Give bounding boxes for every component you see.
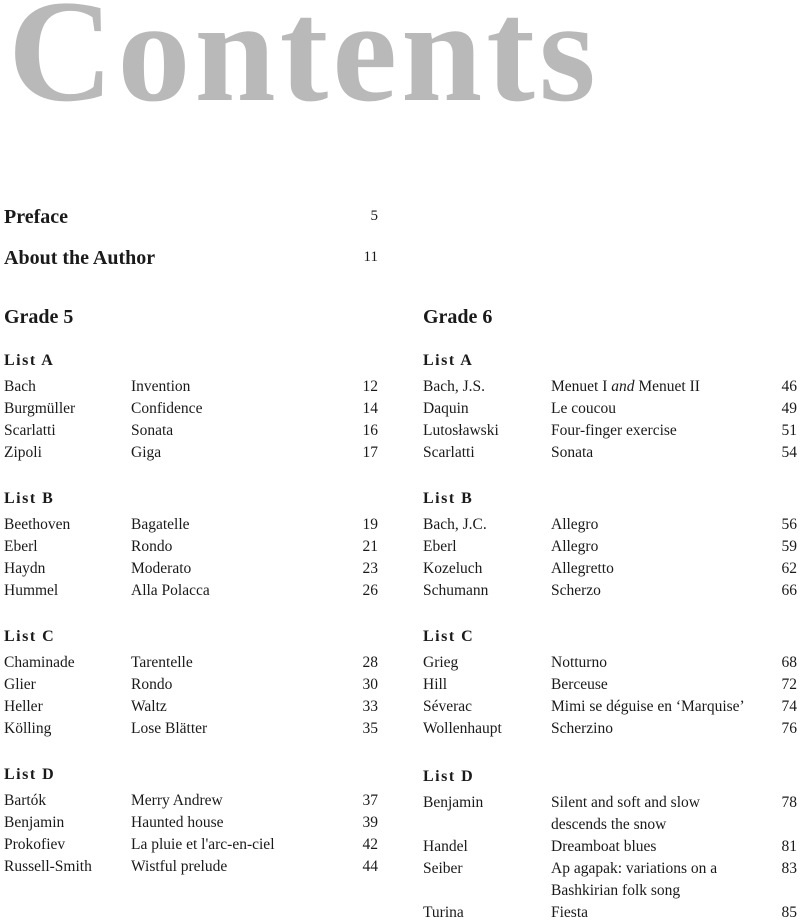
composer: Beethoven: [4, 516, 71, 533]
page-number: 83: [781, 860, 797, 877]
composer: Glier: [4, 676, 36, 693]
composer: Kozeluch: [423, 560, 483, 577]
piece-title: La pluie et l'arc-en-ciel: [131, 836, 275, 853]
page-number: 28: [362, 654, 378, 671]
entry-label: Preface: [4, 206, 69, 228]
piece-line: Bashkirian folk song: [551, 882, 681, 899]
piece-title: Rondo: [131, 676, 173, 693]
toc-entry-preface[interactable]: [4, 206, 378, 232]
page-number: 19: [362, 516, 378, 533]
piece-title: Dreamboat blues: [551, 838, 657, 855]
page-number: 30: [362, 676, 378, 693]
grade-title: Grade 5: [4, 306, 74, 328]
page-number: 16: [362, 422, 378, 439]
piece-title: [551, 858, 741, 902]
toc-entry-about-author[interactable]: [4, 247, 378, 273]
piece-title: [551, 376, 741, 398]
composer: Seiber: [423, 860, 463, 877]
page-number: 23: [362, 560, 378, 577]
page-number: 81: [781, 838, 797, 855]
composer: Scarlatti: [423, 444, 475, 461]
composer: Chaminade: [4, 654, 75, 671]
page-number: 14: [362, 400, 378, 417]
list-heading: List D: [4, 766, 56, 783]
composer: Zipoli: [4, 444, 42, 461]
piece-title: Berceuse: [551, 676, 608, 693]
composer: Russell-Smith: [4, 858, 92, 875]
composer: Prokofiev: [4, 836, 66, 853]
list-heading: List C: [423, 628, 475, 645]
page-number: 59: [781, 538, 797, 555]
piece-title: Giga: [131, 444, 162, 461]
piece-title: Wistful prelude: [131, 858, 228, 875]
page-number: 33: [362, 698, 378, 715]
page-number: 66: [781, 582, 797, 599]
page-title: Contents: [8, 0, 600, 132]
composer: Burgmüller: [4, 400, 76, 417]
list-heading: List B: [423, 490, 474, 507]
piece-title: [551, 792, 741, 836]
page-number: 35: [362, 720, 378, 737]
piece-title: Notturno: [551, 654, 607, 671]
list-heading: List B: [4, 490, 55, 507]
piece-line: Ap agapak: variations on a: [551, 860, 718, 877]
composer: Grieg: [423, 654, 459, 671]
page-number: 85: [781, 904, 797, 921]
page-number: 21: [362, 538, 378, 555]
composer: Daquin: [423, 400, 469, 417]
page-number: 12: [362, 378, 378, 395]
page-number: 62: [781, 560, 797, 577]
page-number: 44: [362, 858, 378, 875]
piece-title: Confidence: [131, 400, 203, 417]
page-number: 46: [781, 378, 797, 395]
piece-title: Merry Andrew: [131, 792, 223, 809]
piece-title: Allegro: [551, 538, 599, 555]
piece-title: Four-finger exercise: [551, 422, 677, 439]
list-heading: List A: [423, 352, 474, 369]
page-number: 39: [362, 814, 378, 831]
toc-row[interactable]: [423, 858, 797, 902]
piece-title: Rondo: [131, 538, 173, 555]
page-number: 54: [781, 444, 797, 461]
grade-title: Grade 6: [423, 306, 493, 328]
composer: Lutosławski: [423, 422, 499, 439]
piece-title: Bagatelle: [131, 516, 190, 533]
composer: Séverac: [423, 698, 473, 715]
entry-label: About the Author: [4, 247, 156, 269]
piece-line: Silent and soft and slow: [551, 794, 700, 811]
composer: Heller: [4, 698, 43, 715]
piece-title: Allegretto: [551, 560, 614, 577]
list-heading: List C: [4, 628, 56, 645]
piece-title: Fiesta: [551, 904, 589, 921]
piece-part: Menuet II: [634, 378, 700, 395]
entry-page: 5: [370, 208, 378, 224]
page-number: 78: [781, 794, 797, 811]
piece-title: Allegro: [551, 516, 599, 533]
page-number: 49: [781, 400, 797, 417]
composer: Bach: [4, 378, 36, 395]
list-heading: List A: [4, 352, 55, 369]
toc-row[interactable]: [423, 792, 797, 836]
list-heading: List D: [423, 768, 475, 785]
page-number: 74: [781, 698, 797, 715]
piece-title: Scherzo: [551, 582, 601, 599]
piece-title: Le coucou: [551, 400, 616, 417]
piece-title: Moderato: [131, 560, 192, 577]
page-number: 26: [362, 582, 378, 599]
page-number: 51: [781, 422, 797, 439]
composer: Benjamin: [4, 814, 65, 831]
composer: Benjamin: [423, 794, 484, 811]
composer: Schumann: [423, 582, 489, 599]
page-number: 17: [362, 444, 378, 461]
piece-part: Menuet I: [551, 378, 612, 395]
composer: Kölling: [4, 720, 52, 737]
page-number: 72: [781, 676, 797, 693]
composer: Bach, J.C.: [423, 516, 487, 533]
page-number: 76: [781, 720, 797, 737]
page-number: 37: [362, 792, 378, 809]
composer: Eberl: [4, 538, 38, 555]
piece-title: Sonata: [551, 444, 594, 461]
composer: Scarlatti: [4, 422, 56, 439]
composer: Wollenhaupt: [423, 720, 502, 737]
composer: Bartók: [4, 792, 47, 809]
piece-title: Haunted house: [131, 814, 224, 831]
composer: Handel: [423, 838, 468, 855]
piece-title: Invention: [131, 378, 191, 395]
piece-title: Alla Polacca: [131, 582, 210, 599]
composer: Eberl: [423, 538, 457, 555]
entry-page: 11: [363, 249, 378, 265]
page-number: 68: [781, 654, 797, 671]
piece-line: descends the snow: [551, 816, 667, 833]
piece-title: Tarentelle: [131, 654, 193, 671]
composer: Turina: [423, 904, 464, 921]
piece-title: Waltz: [131, 698, 167, 715]
page-number: 42: [362, 836, 378, 853]
piece-title: Scherzino: [551, 720, 613, 737]
composer: Hummel: [4, 582, 59, 599]
page-number: 56: [781, 516, 797, 533]
piece-part-italic: and: [611, 378, 635, 395]
composer: Haydn: [4, 560, 46, 577]
piece-title: Sonata: [131, 422, 174, 439]
composer: Bach, J.S.: [423, 378, 485, 395]
piece-title: Mimi se déguise en ‘Marquise’: [551, 698, 745, 715]
piece-title: Lose Blätter: [131, 720, 208, 737]
composer: Hill: [423, 676, 448, 693]
